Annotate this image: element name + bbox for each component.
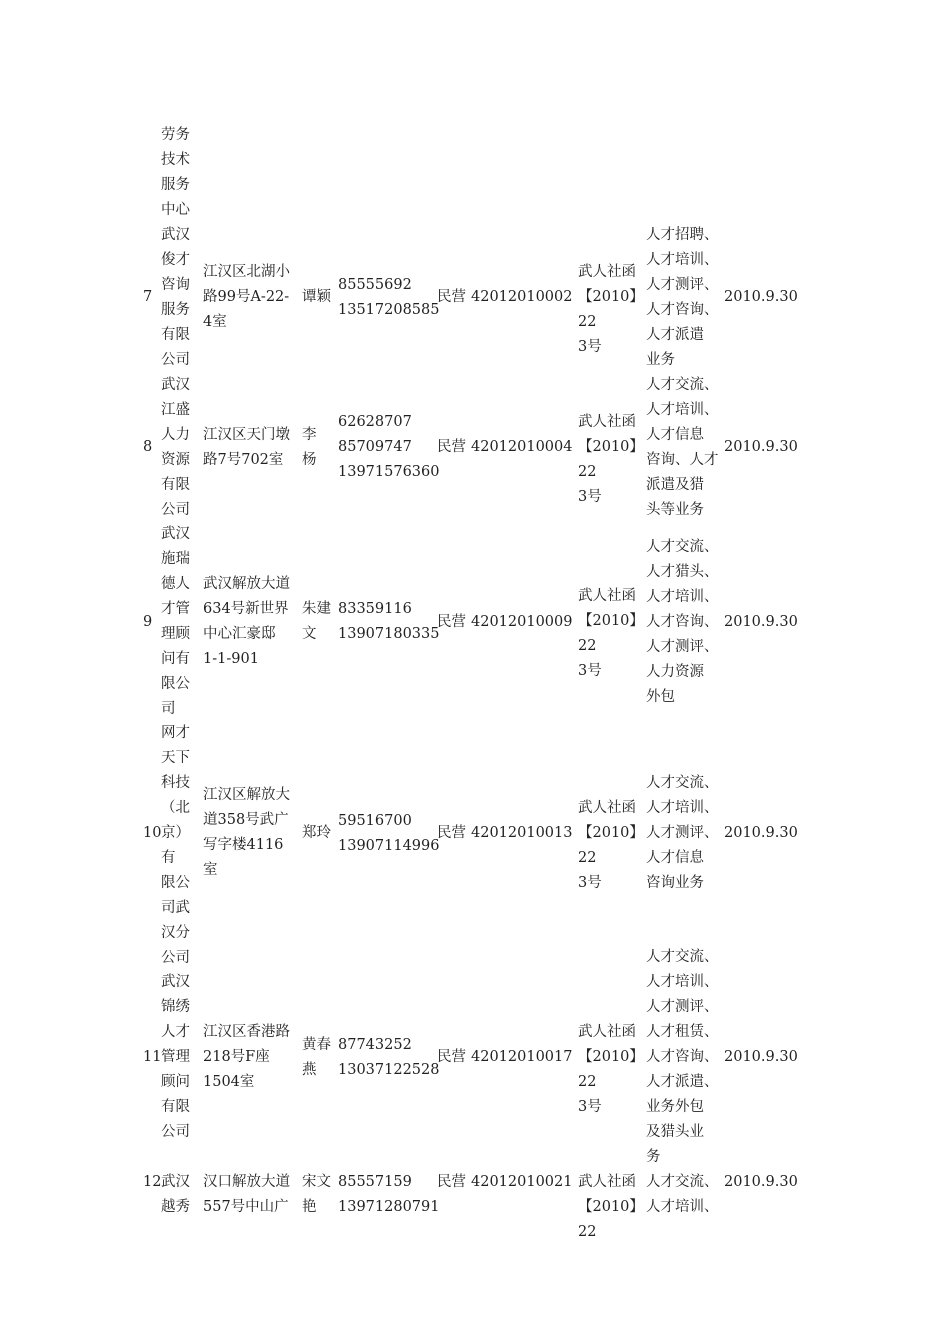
- row-number: 12: [143, 1174, 162, 1190]
- approval-date: 2010.9.30: [724, 614, 798, 630]
- address: 江汉区北湖小 路99号A-22- 4室: [203, 264, 290, 330]
- contact-person: 李 杨: [302, 427, 317, 468]
- org-name: 武汉 锦绣 人才 管理 顾问 有限 公司: [161, 974, 190, 1140]
- phone: 62628707 85709747 13971576360: [338, 414, 440, 480]
- business-scope: 人才交流、 人才培训、 人才测评、 人才租赁、 人才咨询、 人才派遣、 业务外包 及猎头业 务: [646, 949, 719, 1165]
- approval-document: 武人社函 【2010】22 3号: [578, 800, 644, 891]
- business-scope: 人才招聘、 人才培训、 人才测评、 人才咨询、 人才派遣 业务: [646, 227, 719, 368]
- org-name: 武汉 江盛 人力 资源 有限 公司: [161, 377, 190, 518]
- org-name: 武汉 俊才 咨询 服务 有限 公司: [161, 227, 190, 368]
- phone: 83359116 13907180335: [338, 601, 440, 642]
- contact-person: 谭颖: [302, 289, 331, 305]
- row-number: 9: [143, 614, 153, 630]
- contact-person: 黄春 燕: [302, 1037, 331, 1078]
- approval-date: 2010.9.30: [724, 1049, 798, 1065]
- contact-person: 宋文 艳: [302, 1174, 331, 1215]
- address: 江汉区香港路 218号F座 1504室: [203, 1024, 290, 1090]
- contact-person: 郑玲: [302, 825, 331, 841]
- approval-date: 2010.9.30: [724, 289, 798, 305]
- business-scope: 人才交流、 人才培训、: [646, 1174, 719, 1215]
- ownership-type: 民营: [437, 825, 466, 841]
- org-name: 劳务 技术 服务 中心: [161, 127, 190, 218]
- business-scope: 人才交流、 人才培训、 人才测评、 人才信息 咨询业务: [646, 775, 719, 891]
- business-scope: 人才交流、 人才培训、 人才信息 咨询、人才 派遣及猎 头等业务: [646, 377, 719, 518]
- address: 武汉解放大道 634号新世界 中心汇豪邸 1-1-901: [203, 576, 290, 667]
- ownership-type: 民营: [437, 1174, 466, 1190]
- ownership-type: 民营: [437, 289, 466, 305]
- ownership-type: 民营: [437, 1049, 466, 1065]
- license-number: 42012010021: [471, 1174, 573, 1190]
- phone: 59516700 13907114996: [338, 813, 440, 854]
- org-name: 武汉 越秀: [161, 1174, 190, 1215]
- business-scope: 人才交流、 人才猎头、 人才培训、 人才咨询、 人才测评、 人力资源 外包: [646, 539, 719, 705]
- address: 汉口解放大道 557号中山广: [203, 1174, 290, 1215]
- row-number: 11: [143, 1049, 162, 1065]
- license-number: 42012010009: [471, 614, 573, 630]
- license-number: 42012010004: [471, 439, 573, 455]
- org-name: 网才 天下 科技 （北 京）有 限公 司武 汉分 公司: [161, 725, 190, 966]
- row-number: 7: [143, 289, 153, 305]
- license-number: 42012010017: [471, 1049, 573, 1065]
- approval-date: 2010.9.30: [724, 1174, 798, 1190]
- approval-document: 武人社函 【2010】22 3号: [578, 1024, 644, 1115]
- row-number: 8: [143, 439, 153, 455]
- address: 江汉区解放大 道358号武广 写字楼4116 室: [203, 787, 290, 878]
- phone: 87743252 13037122528: [338, 1037, 440, 1078]
- approval-document: 武人社函 【2010】22 3号: [578, 414, 644, 505]
- license-number: 42012010013: [471, 825, 573, 841]
- ownership-type: 民营: [437, 614, 466, 630]
- license-number: 42012010002: [471, 289, 573, 305]
- approval-date: 2010.9.30: [724, 439, 798, 455]
- phone: 85557159 13971280791: [338, 1174, 440, 1215]
- approval-document: 武人社函 【2010】22 3号: [578, 264, 644, 355]
- address: 江汉区天门墩 路7号702室: [203, 427, 290, 468]
- ownership-type: 民营: [437, 439, 466, 455]
- phone: 85555692 13517208585: [338, 277, 440, 318]
- approval-date: 2010.9.30: [724, 825, 798, 841]
- row-number: 10: [143, 825, 162, 841]
- approval-document: 武人社函 【2010】22: [578, 1174, 644, 1240]
- org-name: 武汉 施瑞 德人 才管 理顾 问有 限公 司: [161, 526, 190, 717]
- approval-document: 武人社函 【2010】22 3号: [578, 588, 644, 679]
- contact-person: 朱建 文: [302, 601, 331, 642]
